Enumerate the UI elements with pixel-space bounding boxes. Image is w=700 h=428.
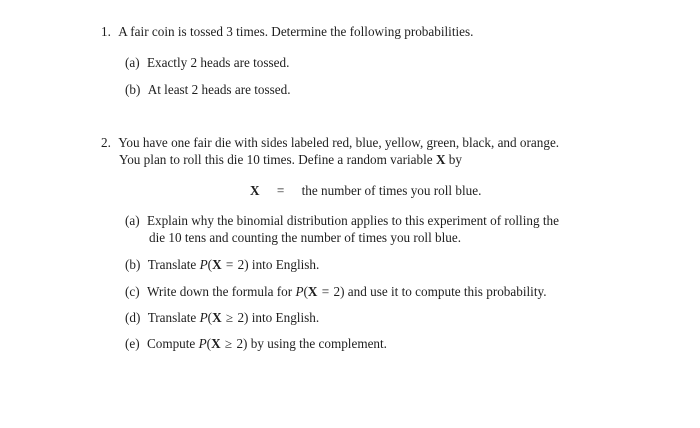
question-2-prompt-line-2: You plan to roll this die 10 times. Define a random variable X by <box>119 152 462 167</box>
question-2-part-a <box>125 213 559 229</box>
part-label: (c) <box>125 284 140 299</box>
part-label: (a) <box>125 55 140 70</box>
question-2-prompt-line-1: You have one fair die with sides labeled red, blue, yellow, green, black, and orange. <box>118 135 560 150</box>
question-2-part-e: (e) Compute P(X ≥ 2) by using the complement. <box>125 336 387 351</box>
question-2-part-b: (b) Translate P(X = 2) into English. <box>125 257 320 272</box>
part-label: (b) <box>125 257 141 272</box>
variable-definition <box>250 183 481 199</box>
part-text: At least 2 heads are tossed. <box>147 82 291 97</box>
probability-expression: P(X ≥ 2) <box>198 336 248 351</box>
part-text-line-2: die 10 tens and counting the number of times you roll blue. <box>149 230 462 245</box>
question-2-part-d: (d) Translate P(X ≥ 2) into English. <box>125 310 320 325</box>
definition-var: X <box>250 183 260 198</box>
probability-expression: P(X ≥ 2) <box>199 310 249 325</box>
part-label: (d) <box>125 310 141 325</box>
question-1-prompt: A fair coin is tossed 3 times. Determine the following probabilities. <box>118 24 474 39</box>
question-2-part-c: (c) Write down the formula for P(X = 2) and use it to compute this probability. <box>125 284 547 299</box>
question-1-header <box>101 24 473 40</box>
question-2-number: 2. <box>101 135 111 150</box>
definition-equals: = <box>276 183 285 198</box>
random-variable-symbol: X <box>435 152 446 167</box>
question-2-part-a-continued <box>149 230 461 246</box>
question-2-header <box>101 135 559 151</box>
question-1-part-b <box>125 82 291 98</box>
part-label: (e) <box>125 336 140 351</box>
part-text-line-1: Explain why the binomial distribution applies to this experiment of rolling the <box>146 213 559 228</box>
question-1-part-a <box>125 55 289 71</box>
definition-text: the number of times you roll blue. <box>301 183 482 198</box>
part-label: (a) <box>125 213 140 228</box>
part-text: Exactly 2 heads are tossed. <box>146 55 290 70</box>
question-1-number: 1. <box>101 24 111 39</box>
probability-expression: P(X = 2) <box>295 284 345 299</box>
part-label: (b) <box>125 82 141 97</box>
probability-expression: P(X = 2) <box>199 257 249 272</box>
